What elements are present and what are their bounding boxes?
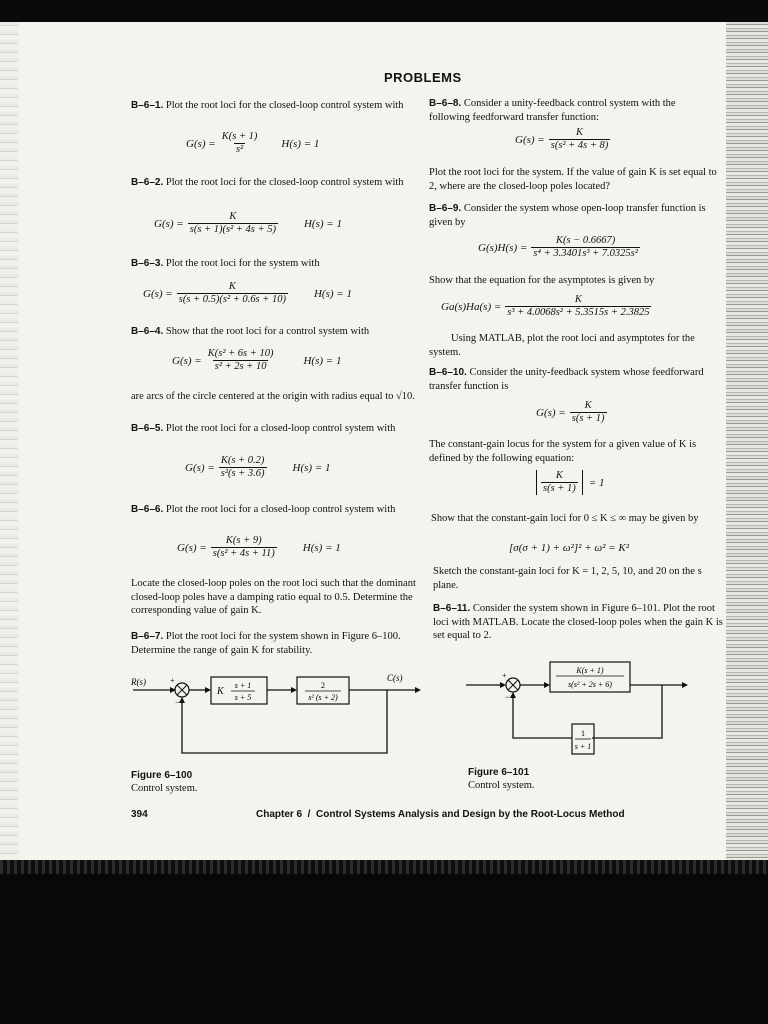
- eq-fraction: [220, 131, 260, 156]
- eq-lhs: G(s) =: [172, 354, 202, 367]
- eq-rhs: = 1: [588, 476, 605, 489]
- problem-b6-10-mid2: Show that the constant-gain loci for 0 ≤ K ≤ ∞ may be given by: [431, 513, 699, 524]
- eq-fraction: [219, 455, 267, 480]
- equation-b6-10: [536, 400, 611, 425]
- problem-b6-10-tail: Sketch the constant-gain loci for K = 1, 2, 5, 10, and 20 on the s plane.: [433, 566, 702, 591]
- eq-fraction: [206, 348, 276, 373]
- controller-block: [211, 677, 267, 704]
- problem-text: Show that the root loci for a control system with: [165, 326, 370, 337]
- caption-text: Control system.: [468, 780, 535, 791]
- eq-fraction: [549, 127, 611, 152]
- problem-label: B–6–11.: [433, 603, 471, 614]
- running-footer: Chapter 6 / Control Systems Analysis and Design by the Root-Locus Method: [256, 809, 625, 820]
- input-label: R(s): [131, 677, 146, 687]
- arrowhead: [291, 687, 297, 693]
- block-denominator: s + 5: [234, 693, 252, 702]
- problem-b6-1: [131, 99, 418, 113]
- problem-b6-10-mid: The constant-gain locus for the system for a given value of K is defined by the following equation:: [429, 439, 697, 464]
- problem-label: B–6–5.: [131, 423, 164, 434]
- equation-b6-10-circle: [σ(σ + 1) + ω²]² + ω² = K²: [509, 542, 629, 554]
- page-number: 394: [131, 809, 148, 820]
- plant-block: [297, 677, 349, 704]
- svg-text:+: +: [170, 676, 175, 685]
- arrowhead: [544, 682, 550, 688]
- feedback-line: [592, 685, 662, 738]
- problem-text: Consider the system shown in Figure 6–101. Plot the root loci with MATLAB. Locate the closed-loop poles when the gain K is set equal to 2.: [433, 603, 723, 641]
- page-title: PROBLEMS: [384, 70, 462, 85]
- eq-lhs: G(s)H(s) =: [478, 241, 528, 254]
- problem-text: Plot the root loci for the closed-loop control system with: [165, 100, 404, 111]
- problem-b6-5: [131, 422, 418, 436]
- svg-text:−: −: [505, 692, 511, 702]
- problem-label: B–6–6.: [131, 504, 164, 515]
- eq-denominator: s(s² + 4s + 11): [212, 548, 275, 559]
- eq-denominator: s(s + 1): [571, 413, 605, 424]
- problem-label: B–6–1.: [131, 100, 164, 111]
- eq-lhs: G(s) =: [143, 287, 173, 300]
- eq-denominator: s(s + 1)(s² + 4s + 5): [189, 224, 276, 235]
- block-denominator: s(s² + 2s + 6): [568, 680, 612, 689]
- forward-block: [550, 662, 630, 692]
- problem-text: Plot the root loci for the system with: [165, 258, 320, 269]
- equation-b6-5: [185, 455, 331, 480]
- eq-denominator: s(s + 1): [543, 483, 576, 494]
- block-denominator: s² (s + 2): [308, 693, 338, 702]
- gain-k: K: [217, 686, 224, 697]
- eq-denominator: s³ + 4.0068s² + 5.3515s + 2.3825: [507, 307, 650, 318]
- eq-numerator: K: [574, 294, 582, 305]
- eq-denominator: s(s² + 4s + 8): [550, 140, 609, 151]
- eq-denominator: s²: [235, 144, 244, 155]
- problem-b6-7: [131, 630, 420, 657]
- eq-numerator: K(s + 9): [225, 535, 262, 546]
- page-left-edge: [0, 22, 18, 860]
- eq-numerator: K: [228, 281, 236, 292]
- problem-b6-4: [131, 325, 418, 339]
- block-numerator: 1: [581, 729, 585, 738]
- eq-lhs: Ga(s)Ha(s) =: [441, 300, 502, 313]
- caption-title: Figure 6–101: [468, 767, 530, 778]
- problem-b6-10: [429, 366, 719, 393]
- caption-text: Control system.: [131, 783, 198, 794]
- equation-b6-4: [172, 348, 341, 373]
- svg-text:−: −: [175, 697, 181, 707]
- caption-title: Figure 6–100: [131, 770, 193, 781]
- eq-numerator: K(s + 0.2): [220, 455, 265, 466]
- problem-b6-8-tail: Plot the root loci for the system. If the value of gain K is set equal to 2, where are the closed-loop poles located?: [429, 167, 717, 192]
- problem-label: B–6–9.: [429, 203, 462, 214]
- equation-b6-10-gain-locus: [536, 470, 604, 495]
- problem-text: Plot the root loci for a closed-loop control system with: [165, 504, 396, 515]
- problem-text: Consider a unity-feedback control system with the following feedforward transfer function:: [429, 98, 676, 123]
- eq-fraction: [531, 235, 640, 260]
- scan-bottom-noise: [0, 860, 768, 874]
- problem-b6-4-tail: are arcs of the circle centered at the origin with radius equal to √10.: [131, 391, 415, 402]
- problem-label: B–6–3.: [131, 258, 164, 269]
- eq-fraction: [188, 211, 278, 236]
- feedback-block: [572, 724, 594, 754]
- eq-numerator: K(s² + 6s + 10): [207, 348, 274, 359]
- figure-6-100-diagram: [125, 663, 425, 763]
- equation-b6-6: [177, 535, 341, 560]
- block-numerator: K(s + 1): [576, 666, 604, 675]
- eq-lhs: G(s) =: [515, 133, 545, 146]
- eq-rhs: H(s) = 1: [302, 541, 341, 554]
- block-numerator: 2: [321, 681, 325, 690]
- block-numerator: s + 1: [234, 681, 252, 690]
- arrowhead: [500, 682, 506, 688]
- page-binding-edge: [726, 22, 768, 860]
- arrowhead: [682, 682, 688, 688]
- eq-denominator: s²(s + 3.6): [220, 468, 265, 479]
- eq-lhs: G(s) =: [186, 137, 216, 150]
- figure-6-100-caption: [131, 769, 198, 795]
- problem-b6-6: [131, 503, 418, 517]
- problem-b6-9-tail: Using MATLAB, plot the root loci and asymptotes for the system.: [429, 333, 695, 358]
- equation-b6-3: [143, 281, 352, 306]
- output-label: C(s): [387, 673, 403, 683]
- block-denominator: s + 1: [574, 742, 592, 751]
- eq-denominator: s(s + 0.5)(s² + 0.6s + 10): [178, 294, 286, 305]
- eq-numerator: K(s − 0.6667): [555, 235, 616, 246]
- svg-text:+: +: [502, 671, 507, 680]
- eq-fraction: [570, 400, 607, 425]
- eq-lhs: G(s) =: [177, 541, 207, 554]
- feedback-path: [513, 698, 572, 738]
- problem-b6-2: [131, 176, 418, 190]
- problem-label: B–6–8.: [429, 98, 462, 109]
- problem-label: B–6–7.: [131, 631, 164, 642]
- eq-rhs: H(s) = 1: [303, 217, 342, 230]
- figure-6-101-diagram: [462, 658, 712, 758]
- eq-fraction: [177, 281, 288, 306]
- eq-lhs: G(s) =: [185, 461, 215, 474]
- eq-denominator: s⁴ + 3.3401s³ + 7.0325s²: [533, 248, 638, 259]
- problem-b6-3: [131, 257, 418, 271]
- problem-label: B–6–2.: [131, 177, 164, 188]
- scan-top-border: [0, 0, 768, 22]
- eq-rhs: H(s) = 1: [313, 287, 352, 300]
- eq-lhs: G(s) =: [536, 406, 566, 419]
- eq-lhs: G(s) =: [154, 217, 184, 230]
- scan-bottom-border: [0, 860, 768, 1024]
- arrowhead: [415, 687, 421, 693]
- problem-text: Consider the unity-feedback system whose feedforward transfer function is: [429, 367, 704, 392]
- problem-label: B–6–10.: [429, 367, 467, 378]
- eq-denominator: s² + 2s + 10: [214, 361, 267, 372]
- figure-6-101-caption: [468, 766, 535, 792]
- problem-b6-6-tail: Locate the closed-loop poles on the root loci such that the dominant closed-loop poles have a damping ratio equal to 0.5. Determine the corresponding value of gain K.: [131, 578, 416, 616]
- equation-b6-2: [154, 211, 342, 236]
- eq-fraction: [211, 535, 277, 560]
- abs-bars: [536, 470, 583, 495]
- eq-fraction: [541, 470, 578, 495]
- problem-text: Consider the system whose open-loop transfer function is given by: [429, 203, 706, 228]
- equation-b6-9: [478, 235, 644, 260]
- problem-label: B–6–4.: [131, 326, 164, 337]
- equation-b6-9-asymptotes: [441, 294, 655, 319]
- problem-text: Plot the root loci for the system shown in Figure 6–100. Determine the range of gain K for stability.: [131, 631, 401, 656]
- eq-numerator: K(s + 1): [221, 131, 258, 142]
- equation-b6-8: [515, 127, 614, 152]
- problem-b6-11: [433, 602, 723, 643]
- problem-text: Plot the root loci for a closed-loop control system with: [165, 423, 396, 434]
- problem-b6-9: [429, 202, 719, 229]
- eq-rhs: H(s) = 1: [303, 354, 342, 367]
- eq-fraction: [505, 294, 651, 319]
- arrowhead: [205, 687, 211, 693]
- eq-numerator: K: [584, 400, 592, 411]
- eq-numerator: K: [555, 470, 563, 481]
- eq-numerator: K: [229, 211, 237, 222]
- eq-rhs: H(s) = 1: [281, 137, 320, 150]
- eq-numerator: K: [576, 127, 584, 138]
- feedback-path: [182, 690, 387, 753]
- problem-b6-9-mid: Show that the equation for the asymptotes is given by: [429, 275, 655, 286]
- eq-rhs: H(s) = 1: [292, 461, 331, 474]
- problem-b6-8: [429, 97, 719, 124]
- equation-b6-1: [186, 131, 319, 156]
- problem-text: Plot the root loci for the closed-loop control system with: [165, 177, 404, 188]
- arrowhead: [510, 692, 516, 698]
